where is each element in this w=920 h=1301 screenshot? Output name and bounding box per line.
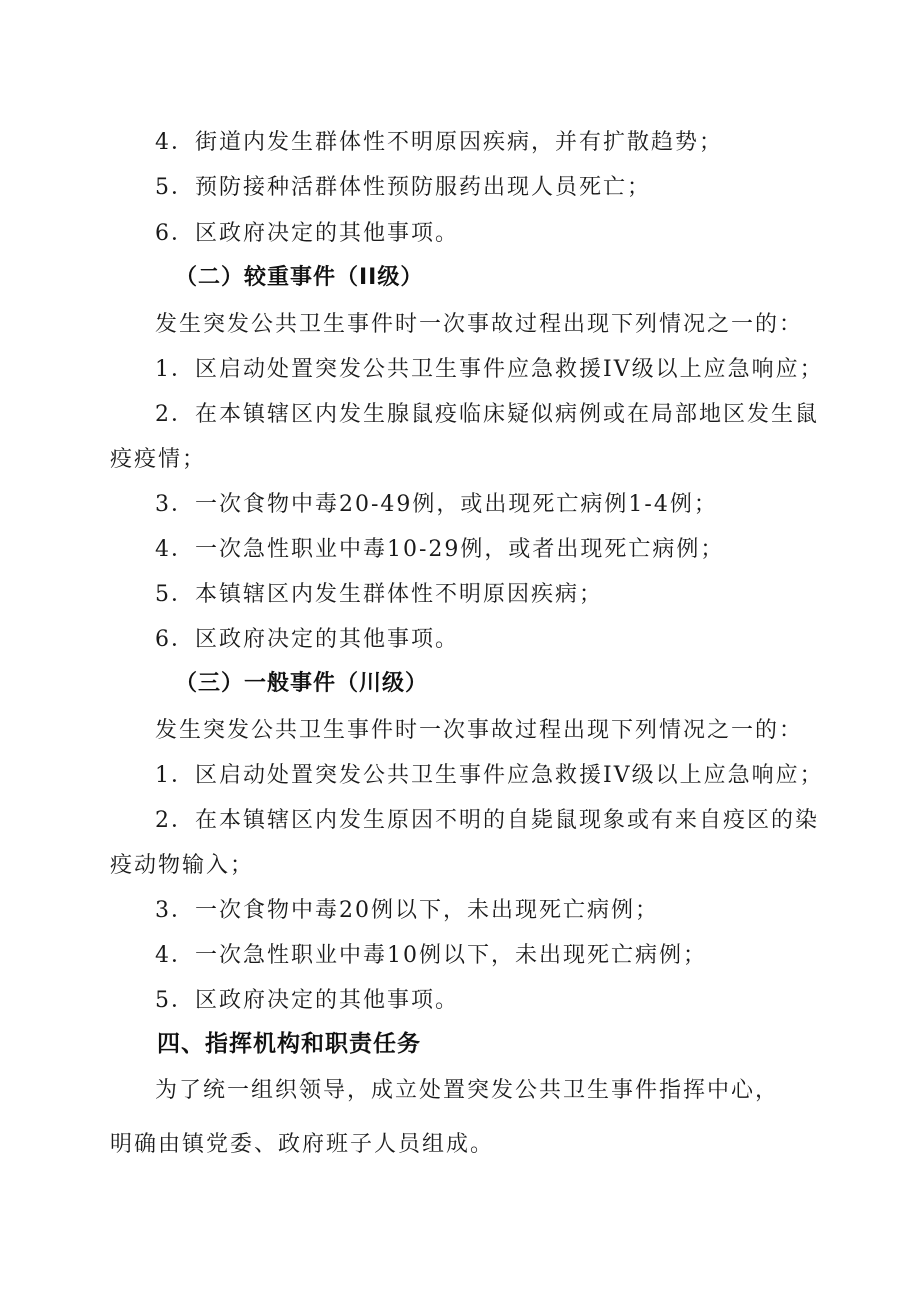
list-item: 4．街道内发生群体性不明原因疾病，并有扩散趋势； xyxy=(155,130,723,155)
list-item: 1．区启动处置突发公共卫生事件应急救援IV级以上应急响应； xyxy=(155,763,824,788)
list-item: 6．区政府决定的其他事项。 xyxy=(155,221,459,246)
list-item: 1．区启动处置突发公共卫生事件应急救援IV级以上应急响应； xyxy=(155,357,824,382)
list-item: 5．本镇辖区内发生群体性不明原因疾病； xyxy=(155,582,603,607)
list-item: 4．一次急性职业中毒10例以下，未出现死亡病例； xyxy=(155,943,707,968)
section-heading: （二）较重事件（II级） xyxy=(175,265,424,290)
paragraph-continuation: 明确由镇党委、政府班子人员组成。 xyxy=(110,1132,495,1157)
list-item: 5．预防接种活群体性预防服药出现人员死亡； xyxy=(155,175,651,200)
list-item: 3．一次食物中毒20-49例，或出现死亡病例1-4例； xyxy=(155,492,718,517)
list-item: 3．一次食物中毒20例以下，未出现死亡病例； xyxy=(155,898,659,923)
paragraph: 发生突发公共卫生事件时一次事故过程出现下列情况之一的： xyxy=(155,312,804,337)
chapter-heading: 四、指挥机构和职责任务 xyxy=(157,1031,421,1057)
list-item: 4．一次急性职业中毒10-29例，或者出现死亡病例； xyxy=(155,537,725,562)
list-item: 5．区政府决定的其他事项。 xyxy=(155,988,459,1013)
paragraph: 为了统一组织领导，成立处置突发公共卫生事件指挥中心， xyxy=(155,1078,780,1103)
paragraph: 发生突发公共卫生事件时一次事故过程出现下列情况之一的： xyxy=(155,718,804,743)
list-item: 2．在本镇辖区内发生原因不明的自毙鼠现象或有来自疫区的染 xyxy=(155,808,819,833)
list-item: 6．区政府决定的其他事项。 xyxy=(155,627,459,652)
section-heading: （三）一般事件（川级） xyxy=(175,671,429,696)
list-item-continuation: 疫疫情； xyxy=(110,447,207,472)
list-item: 2．在本镇辖区内发生腺鼠疫临床疑似病例或在局部地区发生鼠 xyxy=(155,402,819,427)
list-item-continuation: 疫动物输入； xyxy=(110,853,255,878)
